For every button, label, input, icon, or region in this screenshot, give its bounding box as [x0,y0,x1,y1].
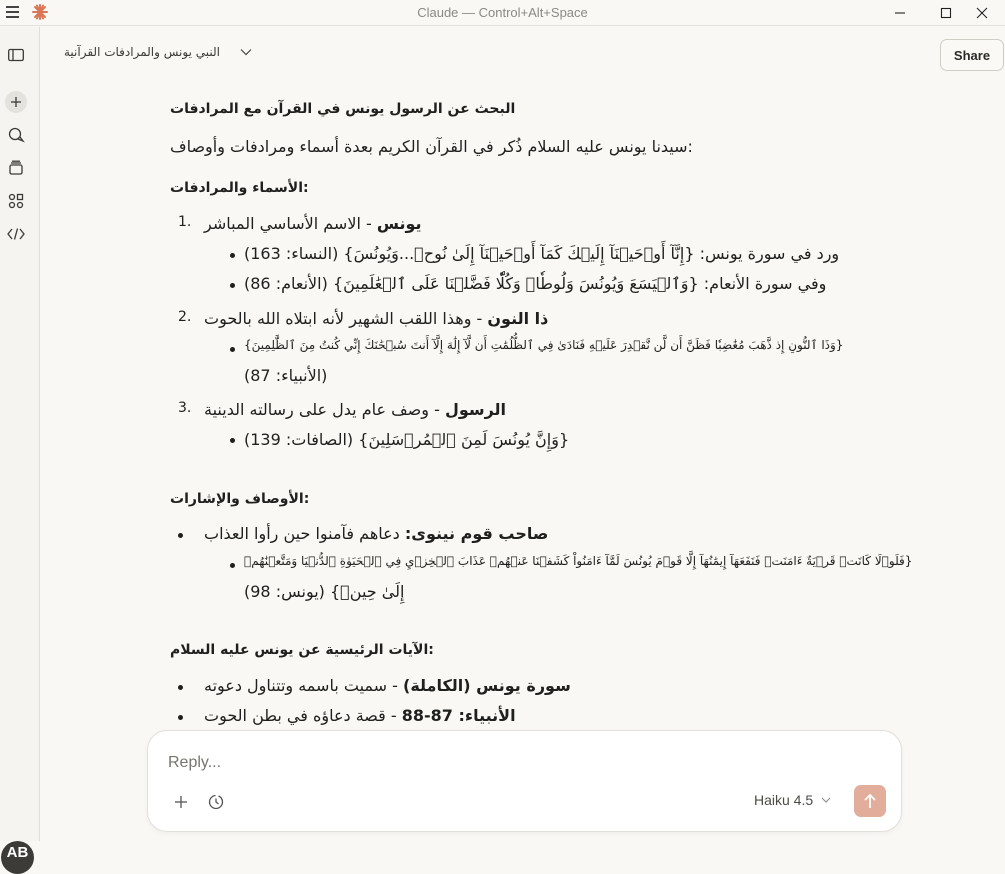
term: يونس [376,214,422,233]
folder-stack-icon [8,160,24,176]
reply-composer [147,730,902,832]
plus-icon [174,795,188,809]
list-item [204,400,506,419]
bullet [230,283,235,288]
term-desc: - قصة دعاؤه في بطن الحوت [204,706,402,725]
verse-line: إِلَىٰ حِينٖ} (يونس: 98) [244,582,405,601]
term-desc: - سميت باسمه وتتناول دعوته [204,676,403,695]
verse-line: ورد في سورة يونس: {إِنَّآ أَوۡحَيۡنَآ إِلَيۡكَ كَمَآ أَوۡحَيۡنَآ إِلَىٰ نُوحٖ...وَيُونُسَ} (النساء: 163) [244,244,840,263]
bullet [178,685,183,690]
attach-button[interactable] [170,791,192,813]
minimize-button[interactable] [877,0,923,26]
history-button[interactable] [205,791,227,813]
projects-button[interactable] [5,157,27,179]
window-titlebar [0,0,1005,26]
artifacts-button[interactable] [5,190,27,212]
list-number: 3. [178,400,192,416]
list-item [204,309,548,328]
code-icon [7,227,25,241]
model-label: Haiku 4.5 [754,792,814,808]
send-button[interactable] [854,785,886,817]
list-item [204,676,571,695]
term-desc: - وهذا اللقب الشهير لأنه ابتلاه الله بالحوت [204,309,488,328]
list-number: 1. [178,214,192,230]
plus-icon [10,96,22,108]
clock-icon [208,794,224,810]
term: ذا النون [487,309,549,328]
conversation-title: النبي يونس والمرادفات القرآنية [64,45,220,59]
conversation-title-dropdown[interactable] [64,45,252,59]
term: صاحب قوم نينوى: [404,524,549,543]
code-button[interactable] [5,223,27,245]
verse-line: {وَذَا ٱلنُّونِ إِذ ذَّهَبَ مُغَٰضِبٗا فَظَنَّ أَن لَّن نَّقۡدِرَ عَلَيۡهِ فَنَادَىٰ فِي ٱلظُّلُمَٰتِ أَن لَّآ إِلَٰهَ إِلَّآ أَنتَ سُبۡحَٰنَكَ إِنِّي كُنتُ مِنَ ٱلظَّٰلِمِينَ} [244,338,844,352]
verse-line: {وَإِنَّ يُونُسَ لَمِنَ ٱلۡمُرۡسَلِينَ} (الصافات: 139) [244,430,570,449]
left-rail [0,27,40,861]
verse-line: {فَلَوۡلَا كَانَتۡ قَرۡيَةٌ ءَامَنَتۡ فَنَفَعَهَآ إِيمَٰنُهَآ إِلَّا قَوۡمَ يُونُسَ لَمَّآ ءَامَنُواْ كَشَفۡنَا عَنۡهُمۡ عَذَابَ ٱلۡخِزۡيِ فِي ٱلۡحَيَوٰةِ ٱلدُّنۡيَا وَمَتَّعۡنَٰهُمۡ [244,554,913,568]
bullet [230,438,235,443]
term: سورة يونس (الكاملة) [403,676,571,695]
term-desc: - الاسم الأساسي المباشر [204,214,377,233]
minimize-icon [894,7,906,19]
user-avatar[interactable]: AB [1,841,34,874]
sidebar-icon [8,48,24,62]
term: الأنبياء: 87-88 [401,706,516,725]
term-desc: دعاهم فآمنوا حين رأوا العذاب [204,524,405,543]
model-selector[interactable] [754,792,831,808]
maximize-icon [940,7,952,19]
list-number: 2. [178,309,192,325]
chats-button[interactable] [5,124,27,146]
section-heading-key-verses: :الآيات الرئيسية عن يونس عليه السلام [170,642,434,658]
new-chat-button[interactable] [5,91,27,113]
arrow-up-icon [863,793,877,809]
window-title: Claude — Control+Alt+Space [417,5,588,20]
list-item [204,214,422,233]
chevron-down-icon [821,797,831,803]
section-heading-names: :الأسماء والمرادفات [170,180,309,196]
term: الرسول [444,400,507,419]
chat-bubbles-icon [8,127,24,143]
chevron-down-icon [240,48,252,56]
shapes-icon [8,193,24,209]
toggle-sidebar-button[interactable] [5,44,27,66]
message-title: البحث عن الرسول يونس في القرآن مع المرادفات [170,101,516,117]
term-desc: - وصف عام يدل على رسالته الدينية [204,400,445,419]
list-item [204,706,516,725]
section-heading-descriptions: :الأوصاف والإشارات [170,491,310,507]
reply-input[interactable] [168,751,768,775]
bullet [230,347,235,352]
verse-line: وفي سورة الأنعام: {وَٱلۡيَسَعَ وَيُونُسَ وَلُوطٗاۚ وَكُلّٗا فَضَّلۡنَا عَلَى ٱلۡعَٰلَمِينَ} (الأنعام: 86) [244,274,827,293]
close-button[interactable] [959,0,1005,26]
share-button[interactable]: Share [940,39,1004,71]
list-item [204,524,548,543]
bullet [178,533,183,538]
close-icon [976,7,988,19]
message-intro: :سيدنا يونس عليه السلام ذُكر في القرآن الكريم بعدة أسماء ومرادفات وأوصاف [170,137,693,156]
verse-line: (الأنبياء: 87) [244,366,328,385]
bullet [178,715,183,720]
bullet [230,253,235,258]
bullet [230,563,235,568]
